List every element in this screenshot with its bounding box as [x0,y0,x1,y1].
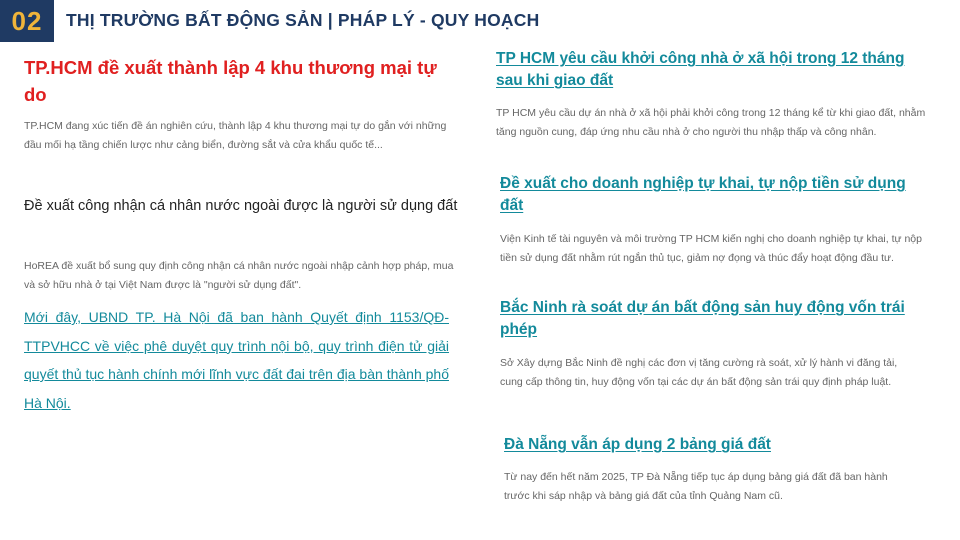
article-summary [496,104,936,142]
article-card [496,48,916,92]
main-article-title[interactable]: TP.HCM đề xuất thành lập 4 khu thương mại tự do [24,57,437,105]
article-title-link[interactable]: Bắc Ninh rà soát dự án bất động sản huy động vốn trái phép [500,299,905,338]
sub-article [24,195,464,217]
section-number: 02 [11,5,43,36]
article-card [500,173,920,217]
sub-article-desc: HoREA đề xuất bổ sung quy định công nhận cá nhân nước ngoài nhập cảnh hợp pháp, mua và sở hữu nhà ở tại Việt Nam được là "người sử dụng đất". [24,260,454,291]
article-summary [504,468,904,506]
article-summary [500,354,910,392]
article-title-link[interactable]: Đà Nẵng vẫn áp dụng 2 bảng giá đất [504,436,771,453]
article-summary [500,230,930,268]
sub-article-title[interactable]: Đề xuất công nhận cá nhân nước ngoài được là người sử dụng đất [24,198,458,214]
article-card [504,434,924,456]
main-article-desc: TP.HCM đang xúc tiến đề án nghiên cứu, thành lập 4 khu thương mại tự do gắn với những đầu mối hạ tầng chiến lược như cảng biển, đường sắt và cửa khẩu quốc tế... [24,120,447,151]
article-desc: TP HCM yêu cầu dự án nhà ở xã hội phải khởi công trong 12 tháng kể từ khi giao đất, nhằm tăng nguồn cung, đáp ứng nhu cầu nhà ở cho người thu nhập thấp và công nhân. [496,107,926,138]
main-article-summary [24,117,464,155]
hanoi-decision-link-block [24,303,449,417]
main-article [24,54,464,108]
hanoi-decision-link[interactable]: Mới đây, UBND TP. Hà Nội đã ban hành Quyết định 1153/QĐ-TTPVHCC về việc phê duyệt quy trình nội bộ, quy trình điện tử giải quyết thủ tục hành chính mới lĩnh vực đất đai trên địa bàn thành phố Hà Nội. [24,309,449,411]
article-desc: Viện Kinh tế tài nguyên và môi trường TP HCM kiến nghị cho doanh nghiệp tự khai, tự nộp tiền sử dụng đất nhằm rút ngắn thủ tục, giảm nợ đọng và thúc đẩy hoạt động đầu tư. [500,233,922,264]
article-desc: Từ nay đến hết năm 2025, TP Đà Nẵng tiếp tục áp dụng bảng giá đất đã ban hành trước khi sáp nhập và bảng giá đất của tỉnh Quảng Nam cũ. [504,471,888,502]
sub-article-summary [24,257,464,295]
article-desc: Sở Xây dựng Bắc Ninh đề nghị các đơn vị tăng cường rà soát, xử lý hành vi đăng tải, cung cấp thông tin, huy động vốn tại các dự án bất động sản trái quy định pháp luật. [500,357,898,388]
page-title: THỊ TRƯỜNG BẤT ĐỘNG SẢN | PHÁP LÝ - QUY HOẠCH [66,10,540,30]
article-card [500,297,920,341]
article-title-link[interactable]: TP HCM yêu cầu khởi công nhà ở xã hội trong 12 tháng sau khi giao đất [496,50,905,89]
article-title-link[interactable]: Đề xuất cho doanh nghiệp tự khai, tự nộp tiền sử dụng đất [500,175,906,214]
section-number-badge [0,0,54,42]
